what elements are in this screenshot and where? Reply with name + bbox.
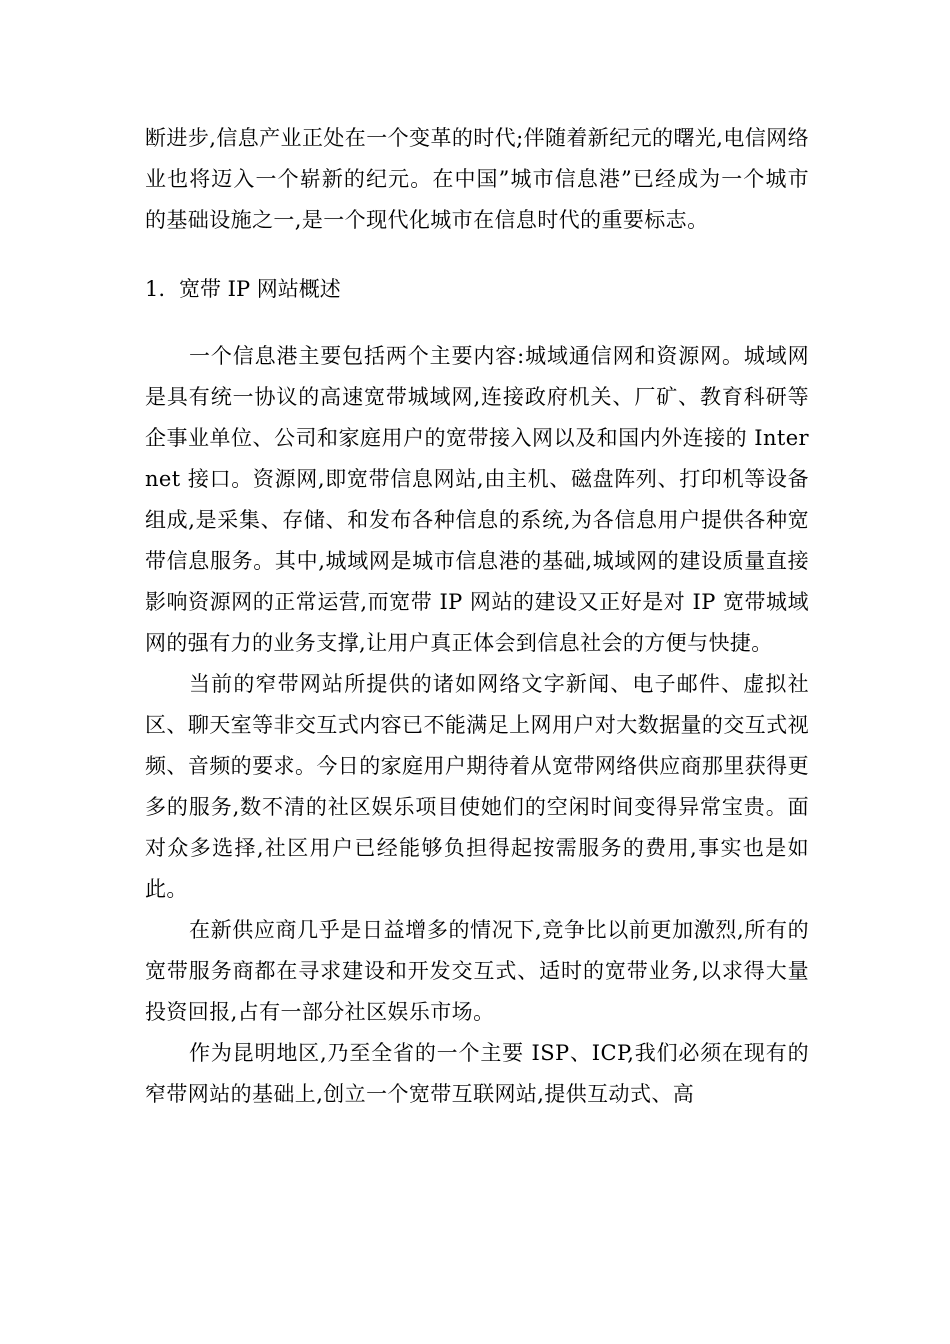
- body-paragraph-4: 作为昆明地区,乃至全省的一个主要 ISP、ICP,我们必须在现有的窄带网站的基础上,创立一个宽带互联网站,提供互动式、高: [145, 1041, 809, 1106]
- document-page: [145, 118, 809, 1115]
- body-paragraph-1: 一个信息港主要包括两个主要内容:城域通信网和资源网。城域网是具有统一协议的高速宽带城域网,连接政府机关、厂矿、教育科研等企事业单位、公司和家庭用户的宽带接入网以及和国内外连接的 Internet 接口。资源网,即宽带信息网站,由主机、磁盘阵列、打印机等设备组成,是采集、存储、和发布各种信息的系统,为各信息用户提供各种宽带信息服务。其中,城域网是城市信息港的基础,城域网的建设质量直接影响资源网的正常运营,而宽带 IP 网站的建设又正好是对 IP 宽带城域网的强有力的业务支撑,让用户真正体会到信息社会的方便与快捷。: [145, 344, 809, 655]
- intro-paragraph: 断进步,信息产业正处在一个变革的时代;伴随着新纪元的曙光,电信网络业也将迈入一个崭新的纪元。在中国”城市信息港”已经成为一个城市的基础设施之一,是一个现代化城市在信息时代的重要标志。: [145, 126, 809, 232]
- body-paragraph-2: 当前的窄带网站所提供的诸如网络文字新闻、电子邮件、虚拟社区、聊天室等非交互式内容已不能满足上网用户对大数据量的交互式视频、音频的要求。今日的家庭用户期待着从宽带网络供应商那里获得更多的服务,数不清的社区娱乐项目使她们的空闲时间变得异常宝贵。面对众多选择,社区用户已经能够负担得起按需服务的费用,事实也是如此。: [145, 672, 809, 901]
- body-paragraph-3: 在新供应商几乎是日益增多的情况下,竞争比以前更加激烈,所有的宽带服务商都在寻求建设和开发交互式、适时的宽带业务,以求得大量投资回报,占有一部分社区娱乐市场。: [145, 918, 809, 1024]
- section-title: 宽带 IP 网站概述: [179, 277, 341, 301]
- section-heading: [145, 269, 809, 310]
- section-number: 1.: [145, 277, 166, 301]
